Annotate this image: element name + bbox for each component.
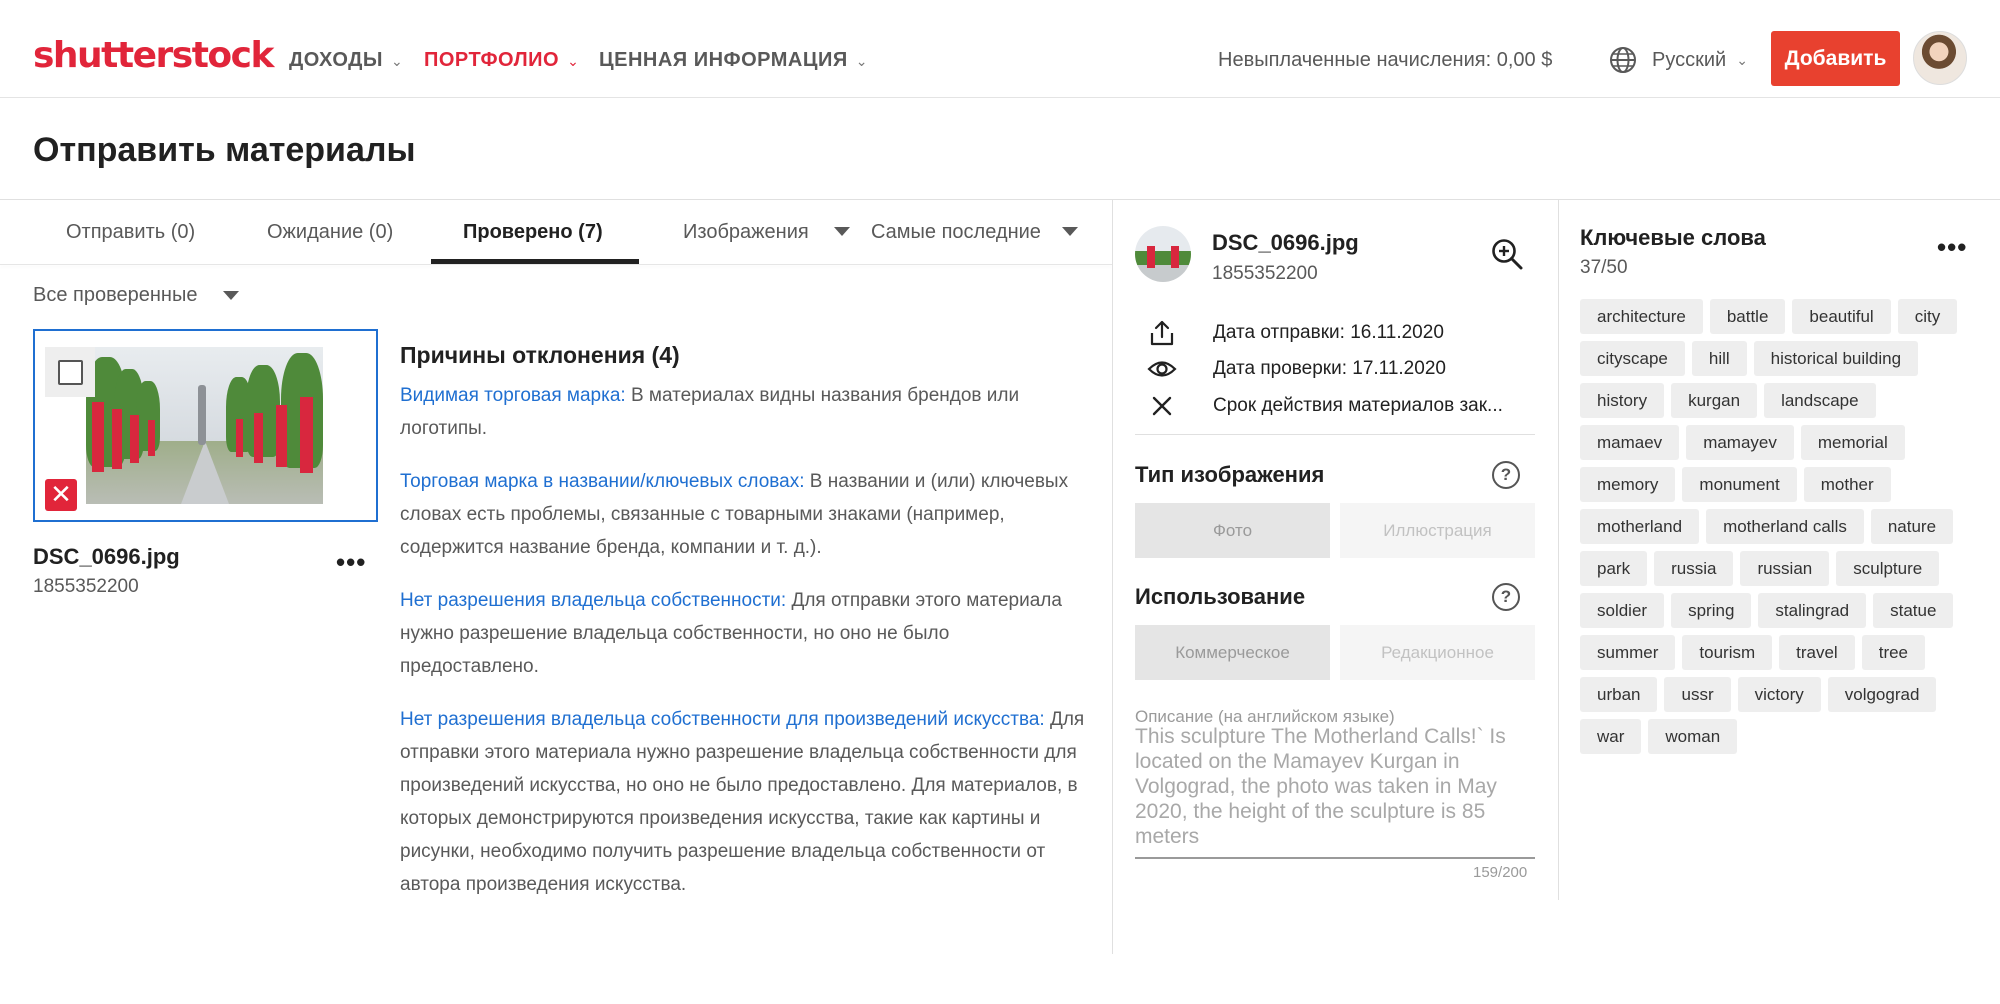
reason-text: Для отправки этого материала нужно разрешение владельца собственности для произведений искусства, но оно не было предоставлено. Для материалов, в которых демонстрируются произведения искусства, такие как картины и рисунки, необходимо получить разрешение владельца собственности от автора произведения искусства. xyxy=(400,709,1085,895)
description-field[interactable]: This sculpture The Motherland Calls!` Is located on the Mamayev Kurgan in Volgograd, the photo was taken in May 2020, the height of the sculpture is 85 meters xyxy=(1135,725,1506,848)
editorial-option-button[interactable]: Редакционное xyxy=(1340,625,1535,680)
nav-insights[interactable] xyxy=(599,46,868,75)
keyword-chip[interactable]: hill xyxy=(1692,341,1747,376)
avatar[interactable] xyxy=(1913,31,1967,85)
keyword-chip[interactable]: volgograd xyxy=(1828,677,1937,712)
keyword-chip[interactable]: urban xyxy=(1580,677,1657,712)
nav-portfolio-label: ПОРТФОЛИО xyxy=(424,49,560,71)
keyword-chip[interactable]: beautiful xyxy=(1792,299,1890,334)
rejection-reasons xyxy=(400,339,1090,921)
keyword-chip[interactable]: landscape xyxy=(1764,383,1876,418)
reviewed-date-text: Дата проверки: 17.11.2020 xyxy=(1213,358,1446,379)
caret-down-icon[interactable] xyxy=(1062,227,1078,236)
divider xyxy=(0,264,1112,265)
submitted-date-text: Дата отправки: 16.11.2020 xyxy=(1213,322,1444,343)
keyword-chip[interactable]: statue xyxy=(1873,593,1953,628)
illustration-option-button[interactable]: Иллюстрация xyxy=(1340,503,1535,558)
reason-text: Для отправки этого материала нужно разрешение владельца собственности, но оно не было предоставлено. xyxy=(400,590,1062,677)
keyword-chip[interactable]: battle xyxy=(1710,299,1786,334)
select-checkbox[interactable] xyxy=(45,347,95,397)
submitted-date xyxy=(1147,319,1444,347)
reason-item xyxy=(400,703,1090,901)
keyword-chip[interactable]: spring xyxy=(1671,593,1751,628)
keyword-chip[interactable]: ussr xyxy=(1664,677,1730,712)
sort-dropdown[interactable] xyxy=(871,218,1041,246)
keyword-chip[interactable]: memory xyxy=(1580,467,1675,502)
file-name: DSC_0696.jpg xyxy=(33,544,180,569)
close-icon xyxy=(1147,392,1177,420)
nav-earnings-label: ДОХОДЫ xyxy=(289,49,383,71)
details-file-name: DSC_0696.jpg xyxy=(1212,230,1359,255)
keyword-chip[interactable]: memorial xyxy=(1801,425,1905,460)
help-icon[interactable]: ? xyxy=(1492,583,1520,611)
tab-submit[interactable]: Отправить (0) xyxy=(66,221,196,243)
details-thumbnail xyxy=(1135,226,1191,282)
reason-link[interactable]: Нет разрешения владельца собственности: xyxy=(400,590,787,611)
sort-label: Самые последние xyxy=(871,221,1041,243)
description-label: Описание (на английском языке) xyxy=(1135,707,1395,726)
keyword-chip[interactable]: travel xyxy=(1779,635,1855,670)
rejected-close-icon: ✕ xyxy=(45,479,77,511)
keyword-chip[interactable]: mamayev xyxy=(1686,425,1794,460)
caret-down-icon[interactable] xyxy=(223,291,239,300)
reason-item xyxy=(400,584,1090,683)
keyword-chip[interactable]: war xyxy=(1580,719,1641,754)
divider xyxy=(1112,200,1113,954)
keyword-chip[interactable]: monument xyxy=(1682,467,1796,502)
keyword-chip[interactable]: history xyxy=(1580,383,1664,418)
reason-link[interactable]: Видимая торговая марка: xyxy=(400,385,626,406)
zoom-in-icon[interactable] xyxy=(1490,237,1524,271)
keyword-chip[interactable]: park xyxy=(1580,551,1647,586)
reason-text: В названии и (или) ключевых словах есть проблемы, связанные с товарными знаками (например, содержится название бренда, компании и т. д.). xyxy=(400,471,1069,558)
image-type-title: Тип изображения xyxy=(1135,462,1325,487)
more-options-icon[interactable]: ••• xyxy=(1937,232,1968,262)
keyword-chip[interactable]: mamaev xyxy=(1580,425,1679,460)
keyword-chip[interactable]: nature xyxy=(1871,509,1953,544)
commercial-option-button[interactable]: Коммерческое xyxy=(1135,625,1330,680)
divider xyxy=(1135,434,1535,435)
unpaid-earnings: Невыплаченные начисления: 0,00 $ xyxy=(1218,49,1553,71)
photo-option-button[interactable]: Фото xyxy=(1135,503,1330,558)
more-options-icon[interactable]: ••• xyxy=(336,547,367,577)
add-button[interactable]: Добавить xyxy=(1771,31,1900,86)
keyword-chip[interactable]: stalingrad xyxy=(1758,593,1866,628)
top-navigation xyxy=(0,0,2000,98)
chevron-down-icon: ⌄ xyxy=(391,53,404,69)
keyword-list xyxy=(1580,299,1975,754)
expiry-info xyxy=(1147,392,1503,420)
details-file-id: 1855352200 xyxy=(1212,263,1318,284)
reviewed-date xyxy=(1147,355,1446,383)
media-type-label: Изображения xyxy=(683,221,809,243)
eye-icon xyxy=(1147,355,1177,383)
keyword-chip[interactable]: summer xyxy=(1580,635,1675,670)
reason-item xyxy=(400,465,1090,564)
tab-reviewed[interactable]: Проверено (7) xyxy=(463,221,603,243)
reason-text: В материалах видны названия брендов или логотипы. xyxy=(400,385,1020,439)
keyword-chip[interactable]: soldier xyxy=(1580,593,1664,628)
divider xyxy=(0,199,2000,200)
reasons-title: Причины отклонения (4) xyxy=(400,342,680,368)
usage-title: Использование xyxy=(1135,584,1306,609)
keyword-chip[interactable]: woman xyxy=(1648,719,1737,754)
chevron-down-icon: ⌄ xyxy=(855,53,868,69)
language-selector[interactable] xyxy=(1608,44,1748,76)
keyword-chip[interactable]: city xyxy=(1898,299,1958,334)
globe-icon xyxy=(1608,45,1638,75)
reviewed-filter-dropdown[interactable] xyxy=(33,281,197,309)
keyword-chip[interactable]: motherland xyxy=(1580,509,1699,544)
reason-link[interactable]: Торговая марка в названии/ключевых словах: xyxy=(400,471,805,492)
reason-item xyxy=(400,379,1090,445)
media-thumbnail[interactable] xyxy=(86,347,323,504)
keyword-chip[interactable]: russia xyxy=(1654,551,1733,586)
keywords-count: 37/50 xyxy=(1580,257,1628,278)
chevron-down-icon: ⌄ xyxy=(1736,52,1748,68)
character-counter: 159/200 xyxy=(1473,864,1528,881)
media-type-dropdown[interactable] xyxy=(683,218,809,246)
caret-down-icon[interactable] xyxy=(834,227,850,236)
filter-label: Все проверенные xyxy=(33,284,198,306)
shutterstock-logo[interactable] xyxy=(33,34,273,78)
keyword-chip[interactable]: kurgan xyxy=(1671,383,1757,418)
keyword-chip[interactable]: tourism xyxy=(1682,635,1772,670)
language-label: Русский xyxy=(1652,49,1727,71)
keyword-chip[interactable]: mother xyxy=(1804,467,1891,502)
expiry-text: Срок действия материалов зак... xyxy=(1213,395,1503,416)
chevron-down-icon: ⌄ xyxy=(567,53,580,69)
logo-text: shutterstock xyxy=(33,35,273,76)
reason-link[interactable]: Нет разрешения владельца собственности для произведений искусства: xyxy=(400,709,1045,730)
keyword-chip[interactable]: cityscape xyxy=(1580,341,1685,376)
nav-earnings[interactable] xyxy=(289,46,403,75)
upload-icon xyxy=(1147,319,1177,347)
file-id: 1855352200 xyxy=(33,576,139,597)
keyword-chip[interactable]: sculpture xyxy=(1836,551,1939,586)
keyword-chip[interactable]: architecture xyxy=(1580,299,1703,334)
keyword-chip[interactable]: victory xyxy=(1738,677,1821,712)
keywords-title: Ключевые слова xyxy=(1580,225,1766,250)
keyword-chip[interactable]: tree xyxy=(1862,635,1925,670)
help-icon[interactable]: ? xyxy=(1492,461,1520,489)
tab-pending[interactable]: Ожидание (0) xyxy=(267,221,394,243)
page-title: Отправить материалы xyxy=(33,131,416,169)
nav-insights-label: ЦЕННАЯ ИНФОРМАЦИЯ xyxy=(599,49,848,71)
divider xyxy=(1558,200,1559,900)
nav-portfolio[interactable] xyxy=(424,46,579,75)
description-underline xyxy=(1135,857,1535,859)
keyword-chip[interactable]: motherland calls xyxy=(1706,509,1864,544)
keyword-chip[interactable]: russian xyxy=(1740,551,1829,586)
keyword-chip[interactable]: historical building xyxy=(1754,341,1918,376)
